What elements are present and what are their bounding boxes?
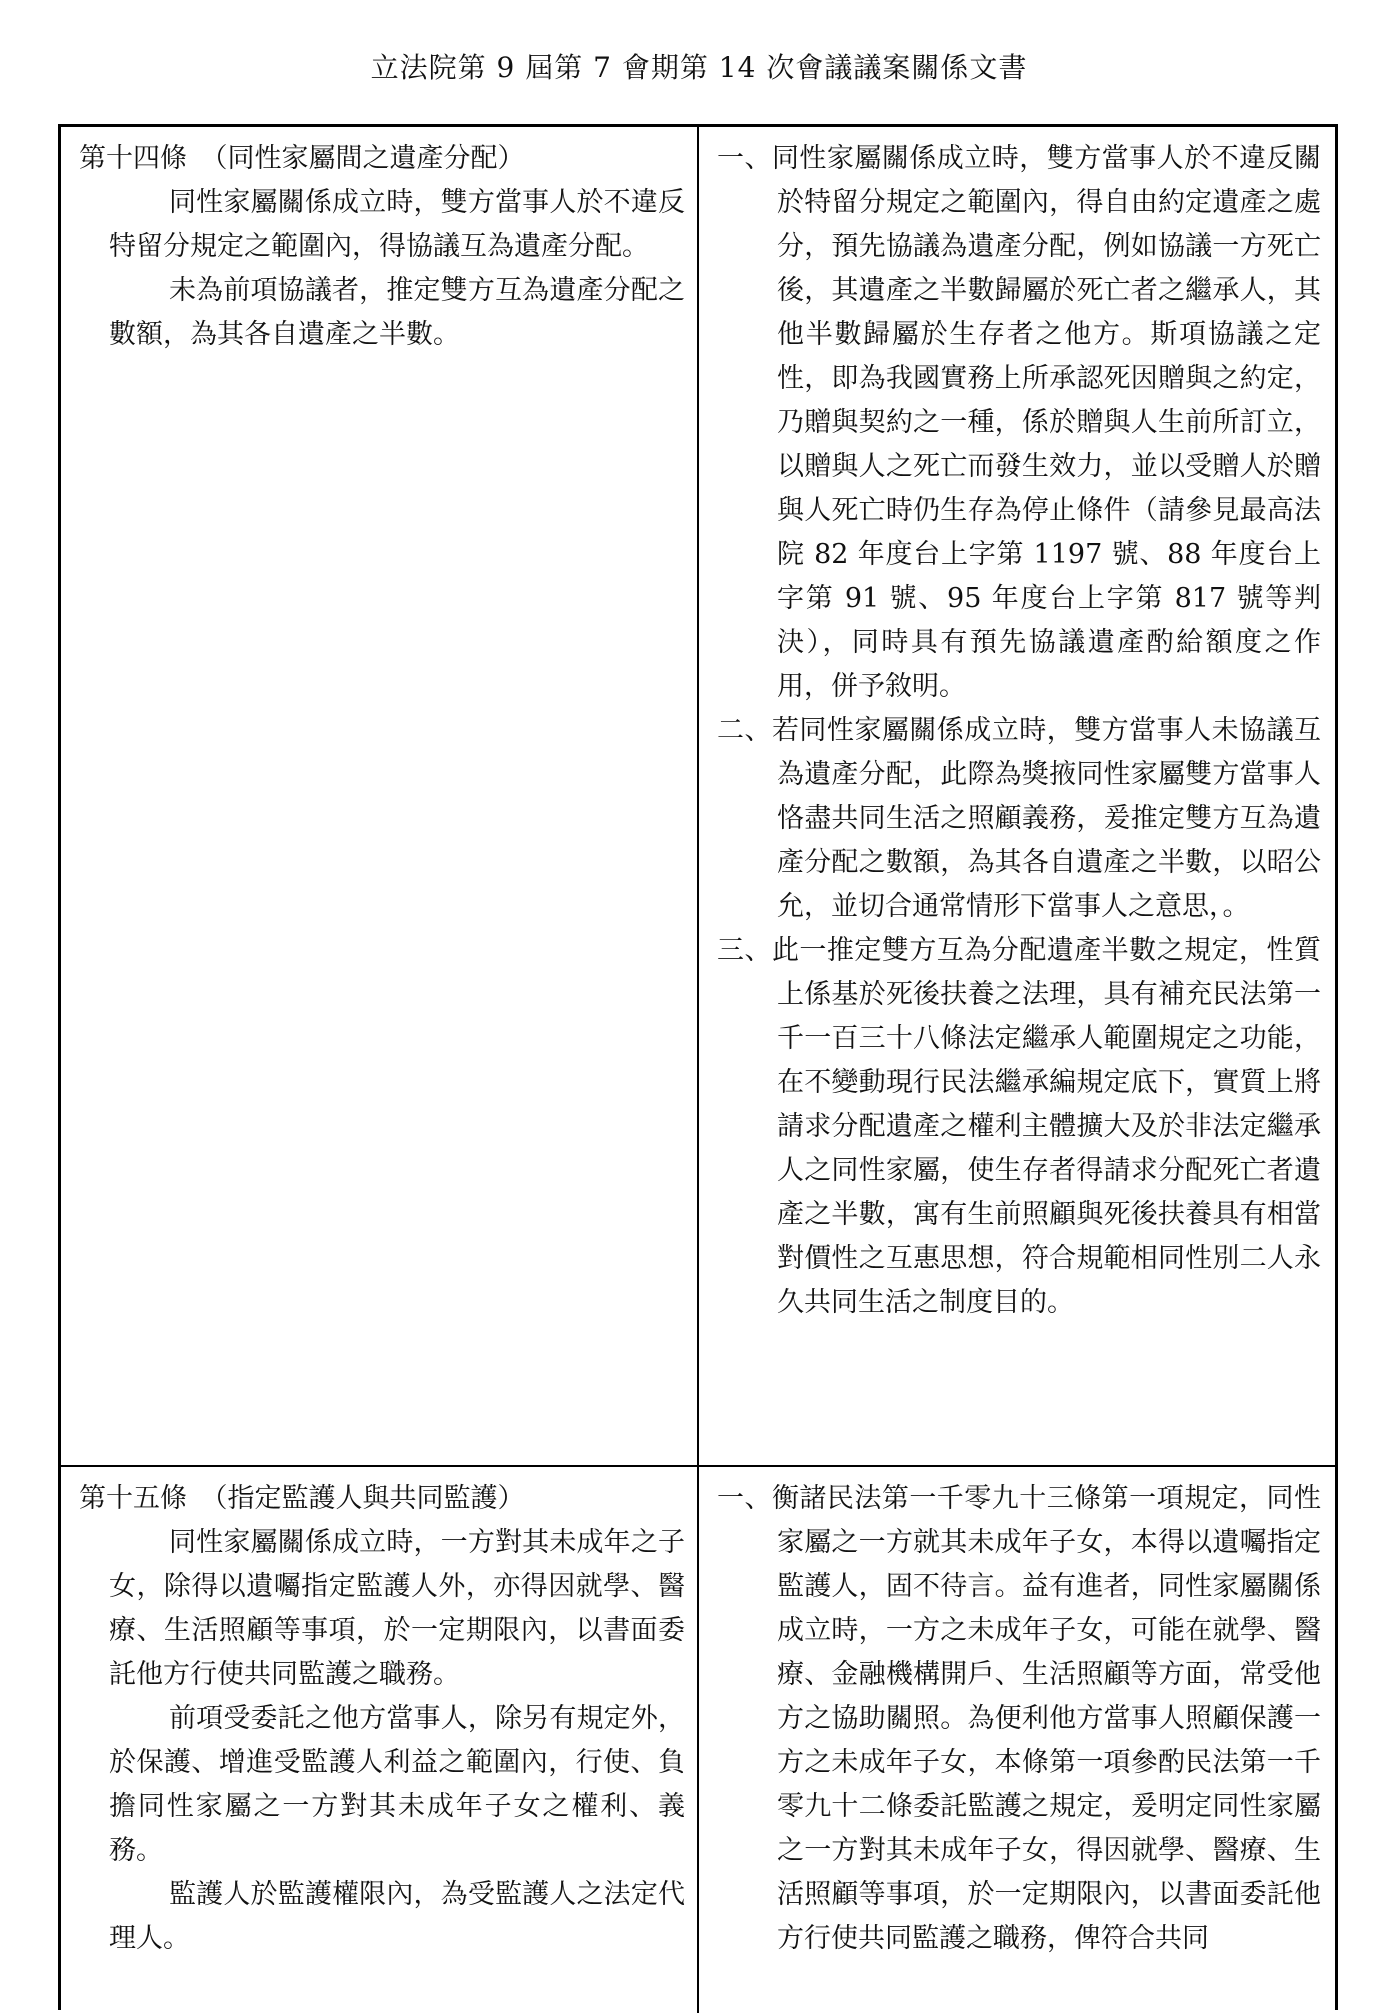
article-title: 第十五條 （指定監護人與共同監護） xyxy=(79,1483,525,1514)
explanation-item: 一、同性家屬關係成立時，雙方當事人於不違反關於特留分規定之範圍內，得自由約定遺產之處分，預先協議為遺產分配，例如協議一方死亡後，其遺產之半數歸屬於死亡者之繼承人，其他半數歸屬於生存者之他方。斯項協議之定性，即為我國實務上所承認死因贈與之約定，乃贈與契約之一種，係於贈與人生前所訂立，以贈與人之死亡而發生效力，並以受贈人於贈與人死亡時仍生存為停止條件（請參見最高法院 82 年度台上字第 1197 號、88 年度台上字第 91 號、95 年度台上字第 817 號等判決），同時具有預先協議遺產酌給額度之作用，併予敘明。 xyxy=(717,143,1321,702)
article-paragraph: 同性家屬關係成立時，雙方當事人於不違反特留分規定之範圍內，得協議互為遺產分配。 xyxy=(109,187,685,262)
article-paragraph: 監護人於監護權限內，為受監護人之法定代理人。 xyxy=(109,1879,685,1954)
explanation-item: 二、若同性家屬關係成立時，雙方當事人未協議互為遺產分配，此際為獎掖同性家屬雙方當事人恪盡共同生活之照顧義務，爰推定雙方互為遺產分配之數額，為其各自遺產之半數，以昭公允，並切合通常情形下當事人之意思，。 xyxy=(717,715,1321,922)
article-paragraph: 同性家屬關係成立時，一方對其未成年之子女，除得以遺囑指定監護人外，亦得因就學、醫療、生活照顧等事項，於一定期限內，以書面委託他方行使共同監護之職務。 xyxy=(109,1527,685,1690)
article-text-cell xyxy=(61,127,699,1465)
article-paragraph: 前項受委託之他方當事人，除另有規定外，於保護、增進受監護人利益之範圍內，行使、負擔同性家屬之一方對其未成年子女之權利、義務。 xyxy=(109,1703,685,1866)
article-title: 第十四條 （同性家屬間之遺產分配） xyxy=(79,143,525,174)
bill-comparison-table xyxy=(58,124,1338,2010)
article-text-cell xyxy=(61,1467,699,2013)
explanation-item: 三、此一推定雙方互為分配遺產半數之規定，性質上係基於死後扶養之法理，具有補充民法第一千一百三十八條法定繼承人範圍規定之功能，在不變動現行民法繼承編規定底下，實質上將請求分配遺產之權利主體擴大及於非法定繼承人之同性家屬，使生存者得請求分配死亡者遺產之半數，寓有生前照顧與死後扶養具有相當對價性之互惠思想，符合規範相同性別二人永久共同生活之制度目的。 xyxy=(717,935,1321,1318)
explanation-cell xyxy=(699,127,1335,1465)
table-row xyxy=(61,127,1335,1467)
table-row xyxy=(61,1467,1335,2013)
explanation-item: 一、衡諸民法第一千零九十三條第一項規定，同性家屬之一方就其未成年子女，本得以遺囑指定監護人，固不待言。益有進者，同性家屬關係成立時，一方之未成年子女，可能在就學、醫療、金融機構開戶、生活照顧等方面，常受他方之協助關照。為便利他方當事人照顧保護一方之未成年子女，本條第一項參酌民法第一千零九十二條委託監護之規定，爰明定同性家屬之一方對其未成年子女，得因就學、醫療、生活照顧等事項，於一定期限內，以書面委託他方行使共同監護之職務，俾符合共同 xyxy=(717,1483,1321,1954)
explanation-cell xyxy=(699,1467,1335,2013)
article-paragraph: 未為前項協議者，推定雙方互為遺產分配之數額，為其各自遺產之半數。 xyxy=(109,275,685,350)
document-header: 立法院第 9 屆第 7 會期第 14 次會議議案關係文書 xyxy=(370,51,1028,84)
